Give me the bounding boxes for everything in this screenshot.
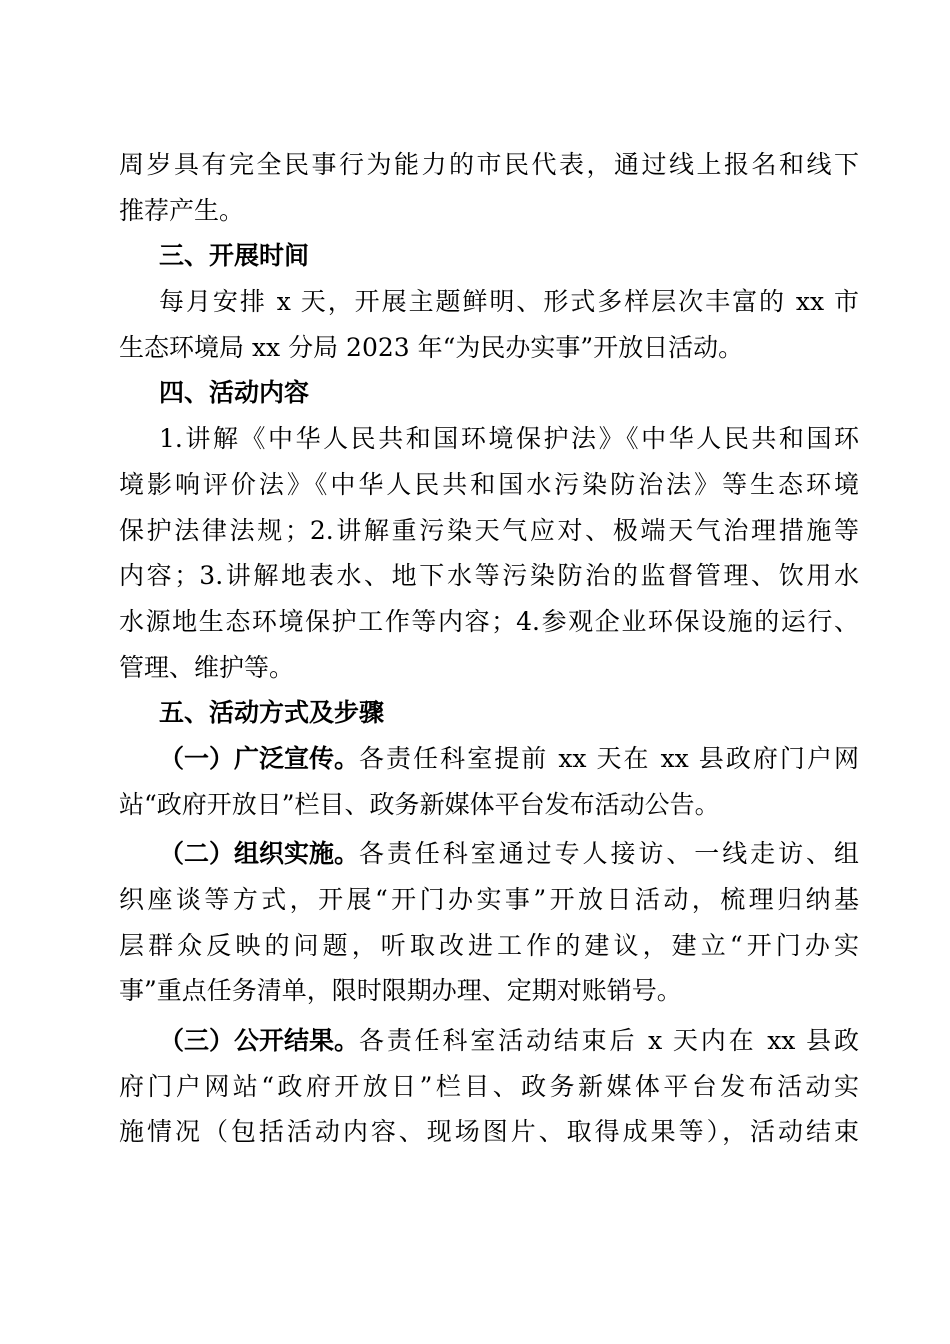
body-line: 各责任科室活动结束后 x 天内在 xx 县政	[359, 1026, 859, 1056]
subheading-implementation: （二）组织实施。	[159, 839, 360, 869]
body-line: 1.讲解《中华人民共和国环境保护法》《中华人民共和国环	[159, 424, 859, 454]
body-line: 府门户网站“政府开放日”栏目、政务新媒体平台发布活动实	[119, 1071, 859, 1101]
body-line: 施情况（包括活动内容、现场图片、取得成果等），活动结束	[119, 1117, 859, 1147]
body-line: 管理、维护等。	[119, 652, 295, 682]
body-line: 保护法律法规；2.讲解重污染天气应对、极端天气治理措施等	[119, 515, 859, 545]
section-heading-content: 四、活动内容	[159, 378, 310, 408]
body-line: 事”重点任务清单，限时限期办理、定期对账销号。	[119, 976, 682, 1006]
body-line: 站“政府开放日”栏目、政务新媒体平台发布活动公告。	[119, 789, 720, 819]
paragraph-publicity	[119, 736, 859, 782]
body-line: 生态环境局 xx 分局 2023 年“为民办实事”开放日活动。	[119, 332, 744, 362]
body-line: 推荐产生。	[119, 195, 245, 225]
paragraph-implementation	[119, 831, 859, 877]
subheading-results: （三）公开结果。	[159, 1026, 360, 1056]
subheading-publicity: （一）广泛宣传。	[159, 743, 360, 773]
body-line: 织座谈等方式，开展“开门办实事”开放日活动，梳理归纳基	[119, 885, 859, 914]
section-heading-steps: 五、活动方式及步骤	[159, 698, 385, 728]
body-line: 周岁具有完全民事行为能力的市民代表，通过线上报名和线下	[119, 150, 859, 179]
body-line: 境影响评价法》《中华人民共和国水污染防治法》等生态环境	[119, 469, 859, 499]
body-line: 各责任科室通过专人接访、一线走访、组	[359, 839, 859, 869]
body-line: 水源地生态环境保护工作等内容；4.参观企业环保设施的运行、	[119, 606, 859, 636]
document-page	[119, 142, 859, 1155]
body-line: 每月安排 x 天，开展主题鲜明、形式多样层次丰富的 xx 市	[159, 287, 859, 317]
section-heading-schedule: 三、开展时间	[159, 241, 310, 271]
body-line: 内容；3.讲解地表水、地下水等污染防治的监督管理、饮用水	[119, 561, 859, 591]
paragraph-results	[119, 1018, 859, 1064]
body-line: 层群众反映的问题，听取改进工作的建议，建立“开门办实	[119, 930, 859, 960]
body-line: 各责任科室提前 xx 天在 xx 县政府门户网	[359, 743, 859, 773]
